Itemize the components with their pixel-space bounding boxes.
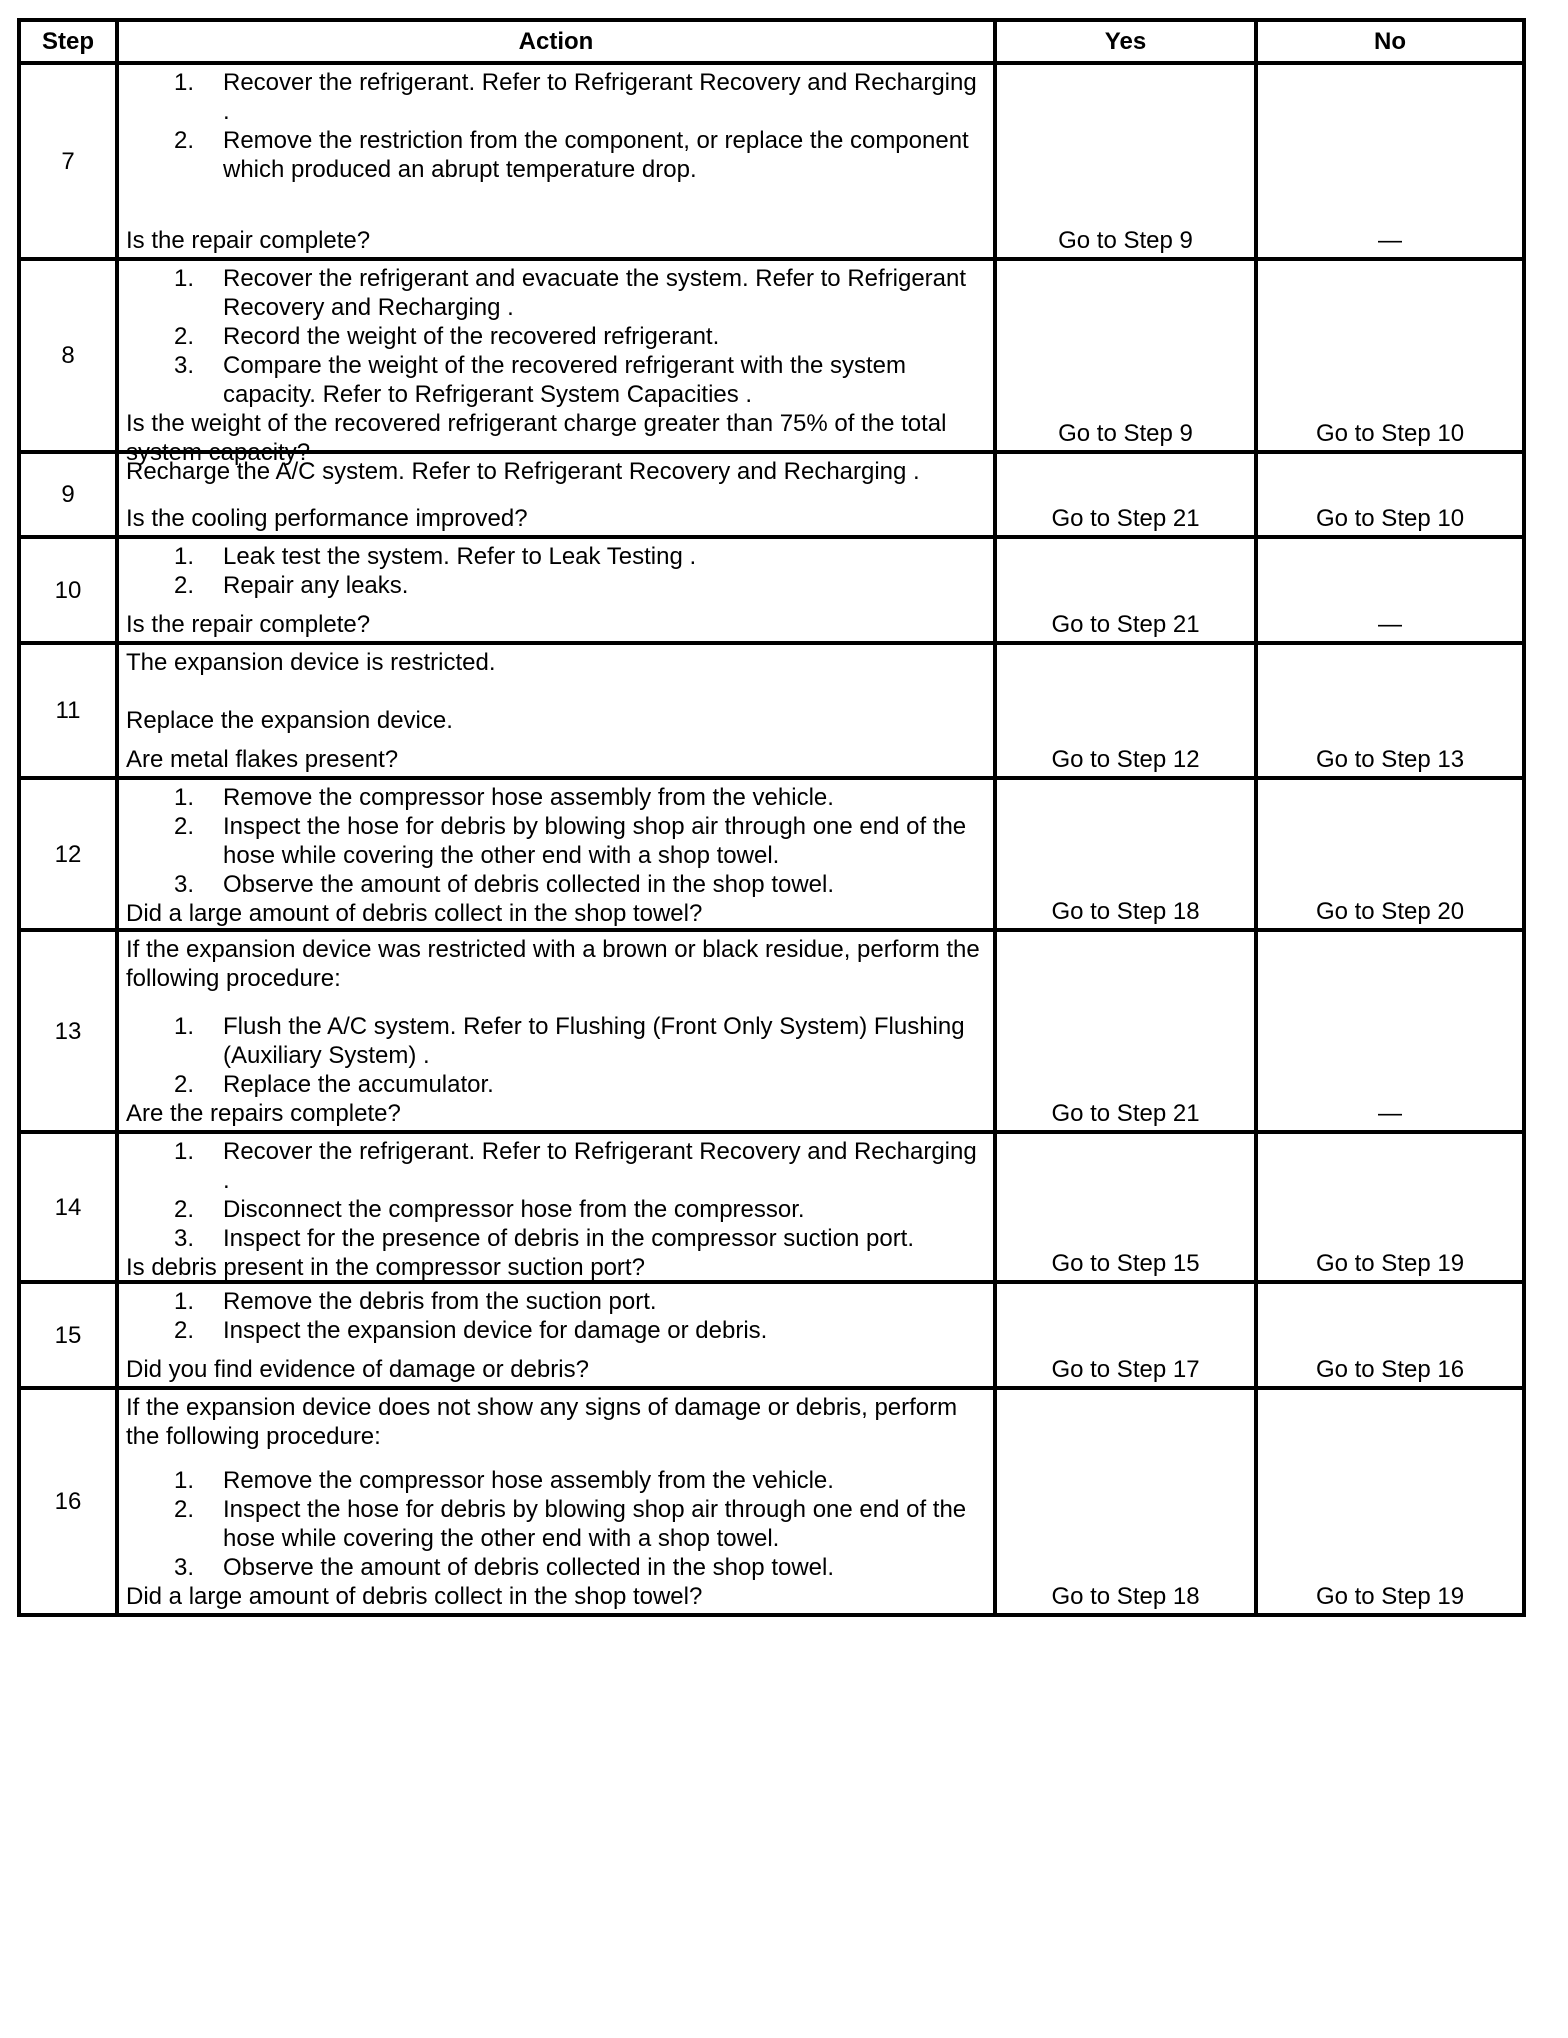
action-step-item xyxy=(126,1012,989,1070)
action-steps-list xyxy=(126,1466,989,1582)
action-step-item xyxy=(126,1195,989,1224)
action-step-item xyxy=(126,783,989,812)
action-cell xyxy=(117,643,995,778)
action-step-text: Inspect the hose for debris by blowing shop air through one end of the hose while covering the other end with a shop towel. xyxy=(223,813,967,869)
step-number: 15 xyxy=(19,1282,117,1388)
action-step-number: 1. xyxy=(174,1288,195,1315)
step-number: 10 xyxy=(19,537,117,643)
action-question: Did a large amount of debris collect in the shop towel? xyxy=(126,900,703,927)
table-row xyxy=(19,1132,1524,1282)
action-question: Are metal flakes present? xyxy=(126,746,399,773)
action-step-text: Leak test the system. Refer to Leak Testing . xyxy=(223,543,697,570)
action-step-text: Inspect the hose for debris by blowing shop air through one end of the hose while covering the other end with a shop towel. xyxy=(223,1496,967,1552)
action-step-number: 1. xyxy=(174,1467,195,1494)
no-cell: Go to Step 10 xyxy=(1256,452,1524,537)
action-question: Is the repair complete? xyxy=(126,611,371,638)
action-step-number: 3. xyxy=(174,1554,195,1581)
action-step-number: 2. xyxy=(174,127,195,154)
action-step-item xyxy=(126,1287,989,1316)
action-step-text: Remove the compressor hose assembly from the vehicle. xyxy=(223,784,834,811)
action-step-number: 2. xyxy=(174,1071,195,1098)
step-number: 9 xyxy=(19,452,117,537)
yes-cell: Go to Step 9 xyxy=(995,63,1256,259)
no-cell: — xyxy=(1256,930,1524,1132)
action-step-item xyxy=(126,264,989,322)
action-step-item xyxy=(126,1316,989,1345)
action-cell xyxy=(117,1132,995,1282)
action-step-item xyxy=(126,1137,989,1195)
step-number: 13 xyxy=(19,930,117,1132)
action-step-text: Flush the A/C system. Refer to Flushing (Front Only System) Flushing (Auxiliary System) . xyxy=(223,1013,965,1069)
table-row xyxy=(19,63,1524,259)
action-step-text: Remove the restriction from the component, or replace the component which produced an abrupt temperature drop. xyxy=(223,127,969,183)
no-cell: Go to Step 19 xyxy=(1256,1132,1524,1282)
table-row xyxy=(19,537,1524,643)
action-step-number: 1. xyxy=(174,1138,195,1165)
action-step-text: Disconnect the compressor hose from the compressor. xyxy=(223,1196,805,1223)
action-step-number: 2. xyxy=(174,1317,195,1344)
action-question: Is debris present in the compressor suction port? xyxy=(126,1254,645,1281)
action-step-text: Remove the compressor hose assembly from the vehicle. xyxy=(223,1467,834,1494)
action-step-text: Inspect the expansion device for damage or debris. xyxy=(223,1317,768,1344)
action-step-text: Observe the amount of debris collected in the shop towel. xyxy=(223,871,835,898)
action-steps-list xyxy=(126,264,989,409)
action-question: Is the cooling performance improved? xyxy=(126,505,528,532)
action-step-number: 3. xyxy=(174,871,195,898)
header-no: No xyxy=(1256,20,1524,63)
yes-cell: Go to Step 15 xyxy=(995,1132,1256,1282)
action-intro: Recharge the A/C system. Refer to Refrigerant Recovery and Recharging . xyxy=(126,458,920,485)
action-step-item xyxy=(126,870,989,899)
action-steps-list xyxy=(126,1012,989,1099)
no-cell: Go to Step 10 xyxy=(1256,259,1524,452)
step-number: 12 xyxy=(19,778,117,930)
action-step-number: 1. xyxy=(174,1013,195,1040)
table-row xyxy=(19,259,1524,452)
table-row xyxy=(19,930,1524,1132)
action-step-item xyxy=(126,322,989,351)
action-step-item xyxy=(126,126,989,184)
action-step-item xyxy=(126,68,989,126)
action-question: Is the weight of the recovered refrigerant charge greater than 75% of the total system capacity? xyxy=(126,410,947,466)
no-cell: Go to Step 19 xyxy=(1256,1388,1524,1615)
action-step-number: 2. xyxy=(174,813,195,840)
action-step-text: Remove the debris from the suction port. xyxy=(223,1288,657,1315)
action-step-item xyxy=(126,812,989,870)
header-step: Step xyxy=(19,20,117,63)
step-number: 8 xyxy=(19,259,117,452)
action-steps-list xyxy=(126,1137,989,1253)
action-cell xyxy=(117,452,995,537)
action-step-number: 1. xyxy=(174,69,195,96)
no-cell: — xyxy=(1256,63,1524,259)
action-step-number: 1. xyxy=(174,265,195,292)
action-question: Did a large amount of debris collect in the shop towel? xyxy=(126,1583,703,1610)
action-intro: If the expansion device was restricted with a brown or black residue, perform the following procedure: xyxy=(126,936,980,992)
action-step-number: 3. xyxy=(174,1225,195,1252)
action-intro-2: Replace the expansion device. xyxy=(126,707,453,734)
action-intro: The expansion device is restricted. xyxy=(126,649,496,676)
header-row xyxy=(19,20,1524,63)
action-steps-list xyxy=(126,542,989,600)
yes-cell: Go to Step 17 xyxy=(995,1282,1256,1388)
diagnostic-table xyxy=(17,18,1526,1617)
action-step-item xyxy=(126,1553,989,1582)
action-cell xyxy=(117,778,995,930)
action-step-number: 3. xyxy=(174,352,195,379)
yes-cell: Go to Step 21 xyxy=(995,452,1256,537)
action-step-text: Record the weight of the recovered refrigerant. xyxy=(223,323,720,350)
action-step-item xyxy=(126,571,989,600)
action-step-item xyxy=(126,542,989,571)
action-cell xyxy=(117,930,995,1132)
action-step-text: Observe the amount of debris collected in the shop towel. xyxy=(223,1554,835,1581)
step-number: 11 xyxy=(19,643,117,778)
action-step-number: 1. xyxy=(174,543,195,570)
yes-cell: Go to Step 18 xyxy=(995,1388,1256,1615)
action-step-text: Repair any leaks. xyxy=(223,572,409,599)
action-step-text: Compare the weight of the recovered refrigerant with the system capacity. Refer to Refrigerant System Capacities . xyxy=(223,352,906,408)
table-row xyxy=(19,1388,1524,1615)
action-cell xyxy=(117,1388,995,1615)
action-step-number: 2. xyxy=(174,572,195,599)
action-step-item xyxy=(126,1466,989,1495)
action-step-item xyxy=(126,351,989,409)
no-cell: Go to Step 13 xyxy=(1256,643,1524,778)
step-number: 7 xyxy=(19,63,117,259)
action-step-text: Replace the accumulator. xyxy=(223,1071,494,1098)
action-cell xyxy=(117,63,995,259)
action-step-number: 2. xyxy=(174,323,195,350)
action-step-text: Recover the refrigerant and evacuate the system. Refer to Refrigerant Recovery and Recharging . xyxy=(223,265,967,321)
yes-cell: Go to Step 21 xyxy=(995,930,1256,1132)
action-steps-list xyxy=(126,783,989,899)
no-cell: Go to Step 16 xyxy=(1256,1282,1524,1388)
action-step-text: Inspect for the presence of debris in the compressor suction port. xyxy=(223,1225,915,1252)
action-step-item xyxy=(126,1495,989,1553)
action-question: Is the repair complete? xyxy=(126,227,371,254)
yes-cell: Go to Step 21 xyxy=(995,537,1256,643)
action-cell xyxy=(117,259,995,466)
table-row xyxy=(19,1282,1524,1388)
header-yes: Yes xyxy=(995,20,1256,63)
action-cell xyxy=(117,1282,995,1388)
table-row xyxy=(19,643,1524,778)
action-question: Did you find evidence of damage or debris? xyxy=(126,1356,589,1383)
action-step-number: 2. xyxy=(174,1196,195,1223)
no-cell: Go to Step 20 xyxy=(1256,778,1524,930)
action-steps-list xyxy=(126,1287,989,1345)
table-row xyxy=(19,452,1524,537)
action-question: Are the repairs complete? xyxy=(126,1100,401,1127)
action-intro: If the expansion device does not show any signs of damage or debris, perform the following procedure: xyxy=(126,1394,958,1450)
no-cell: — xyxy=(1256,537,1524,643)
action-step-item xyxy=(126,1070,989,1099)
action-step-text: Recover the refrigerant. Refer to Refrigerant Recovery and Recharging . xyxy=(223,69,977,125)
table-row xyxy=(19,778,1524,930)
action-step-number: 1. xyxy=(174,784,195,811)
step-number: 16 xyxy=(19,1388,117,1615)
action-cell xyxy=(117,537,995,643)
yes-cell: Go to Step 18 xyxy=(995,778,1256,930)
header-action: Action xyxy=(117,20,995,63)
yes-cell: Go to Step 9 xyxy=(995,259,1256,452)
action-step-item xyxy=(126,1224,989,1253)
action-step-number: 2. xyxy=(174,1496,195,1523)
step-number: 14 xyxy=(19,1132,117,1282)
action-step-text: Recover the refrigerant. Refer to Refrigerant Recovery and Recharging . xyxy=(223,1138,977,1194)
action-steps-list xyxy=(126,68,989,184)
yes-cell: Go to Step 12 xyxy=(995,643,1256,778)
